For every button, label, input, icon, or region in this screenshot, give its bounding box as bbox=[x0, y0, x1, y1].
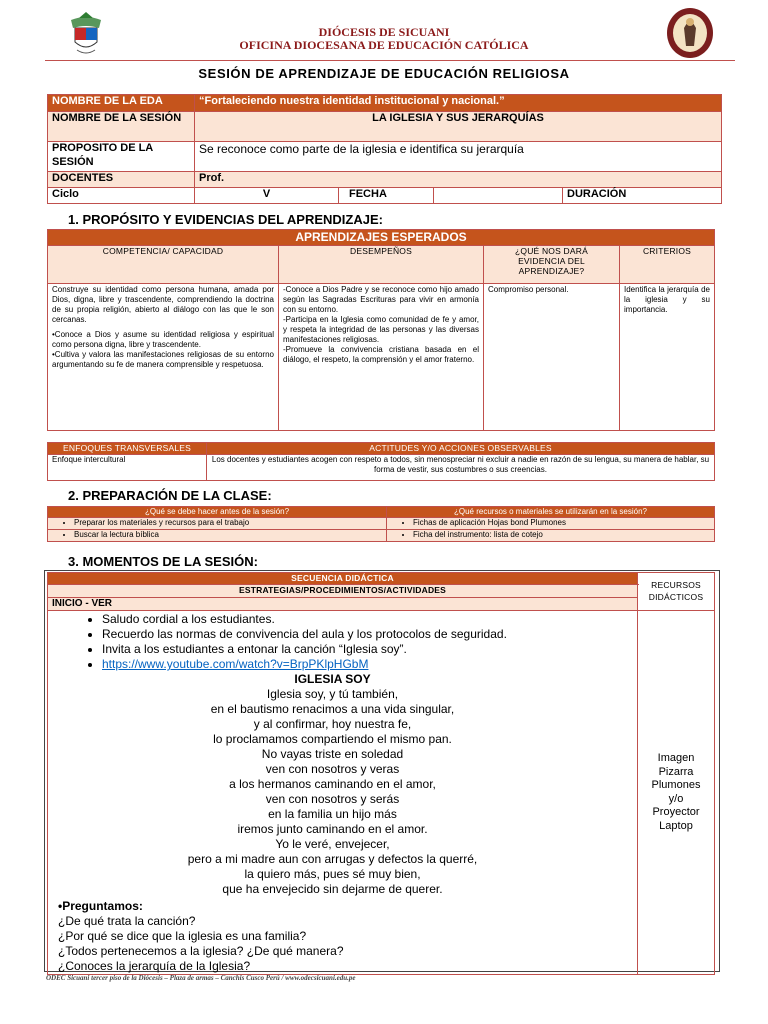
material-item-1-text: • Fichas de aplicación Hojas bond Plumones bbox=[413, 518, 710, 527]
resource-item: Proyector bbox=[652, 806, 700, 818]
song-line: en el bautismo renacimos a una vida singular, bbox=[210, 702, 455, 716]
session-name-label: NOMBRE DE LA SESIÓN bbox=[48, 112, 195, 142]
material-item-2 bbox=[387, 530, 715, 542]
session-name-value: LA IGLESIA Y SUS JERARQUÍAS bbox=[195, 112, 722, 142]
session-info-table bbox=[47, 94, 722, 204]
preparation-table bbox=[47, 506, 715, 542]
criteria-header: CRITERIOS bbox=[620, 246, 715, 284]
resources-list bbox=[642, 752, 710, 833]
activity-1: • Saludo cordial a los estudiantes. bbox=[102, 612, 637, 627]
teachers-value: Prof. bbox=[195, 172, 722, 188]
evidence-value: Compromiso personal. bbox=[484, 284, 620, 431]
session-moments-table bbox=[47, 572, 715, 975]
before-item-2-text: • Buscar la lectura bíblica bbox=[74, 530, 382, 539]
eda-value: “Fortaleciendo nuestra identidad institucional y nacional.” bbox=[195, 95, 722, 112]
before-item-1 bbox=[48, 518, 387, 530]
performance-header: DESEMPEÑOS bbox=[279, 246, 484, 284]
capacity-1: •Conoce a Dios y asume su identidad religiosa y espiritual como persona digna, libre y trascendente. bbox=[52, 330, 274, 349]
before-session-header: ¿Qué se debe hacer antes de la sesión? bbox=[48, 507, 387, 518]
evidence-header: ¿QUÉ NOS DARÁ EVIDENCIA DEL APRENDIZAJE? bbox=[484, 246, 620, 284]
song-line: que ha envejecido sin dejarme de querer. bbox=[222, 882, 443, 896]
song-line: ven con nosotros y veras bbox=[265, 762, 400, 776]
performance-cell bbox=[279, 284, 484, 431]
question-line: ¿Todos pertenecemos a la iglesia? ¿De qué manera? bbox=[58, 944, 344, 958]
resource-item: Imagen bbox=[657, 752, 695, 764]
song-video-link[interactable]: https://www.youtube.com/watch?v=BrpPKlpHGbM bbox=[102, 657, 369, 671]
header-diocese: DIÓCESIS DE SICUANI bbox=[318, 25, 450, 39]
diocese-coat-of-arms-icon bbox=[63, 10, 109, 58]
resources-header: RECURSOS DIDÁCTICOS bbox=[638, 573, 715, 611]
sequence-band: SECUENCIA DIDÁCTICA bbox=[48, 573, 638, 585]
song-line: pero a mi madre aun con arrugas y defectos la querré, bbox=[187, 852, 478, 866]
performance-1: -Conoce a Dios Padre y se reconoce como hijo amado según las Sagradas Escrituras para vivir en armonía con su entorno. bbox=[283, 285, 479, 314]
material-item-1 bbox=[387, 518, 715, 530]
resources-cell bbox=[638, 611, 715, 975]
odec-seal-icon bbox=[665, 6, 715, 60]
approach-value: Enfoque intercultural bbox=[48, 455, 207, 481]
document-title: SESIÓN DE APRENDIZAJE DE EDUCACIÓN RELIGIOSA bbox=[198, 66, 570, 81]
song-line: No vayas triste en soledad bbox=[261, 747, 404, 761]
material-item-2-text: • Ficha del instrumento: lista de cotejo bbox=[413, 530, 710, 539]
competence-header: COMPETENCIA/ CAPACIDAD bbox=[48, 246, 279, 284]
question-line: ¿Por qué se dice que la iglesia es una familia? bbox=[58, 929, 307, 943]
header-office: OFICINA DIOCESANA DE EDUCACIÓN CATÓLICA bbox=[239, 38, 529, 52]
song-line: en la familia un hijo más bbox=[268, 807, 397, 821]
song-title: IGLESIA SOY bbox=[294, 672, 371, 686]
materials-header: ¿Qué recursos o materiales se utilizarán en la sesión? bbox=[387, 507, 715, 518]
song-lyrics bbox=[28, 687, 637, 897]
question-line: ¿Conoces la jerarquía de la Iglesia? bbox=[58, 959, 251, 973]
eda-label: NOMBRE DE LA EDA bbox=[48, 95, 195, 112]
activities-cell bbox=[48, 611, 638, 975]
purpose-value: Se reconoce como parte de la iglesia e identifica su jerarquía bbox=[195, 142, 722, 172]
date-label: FECHA bbox=[339, 188, 434, 204]
attitudes-header: ACTITUDES Y/O ACCIONES OBSERVABLES bbox=[207, 443, 715, 455]
resource-item: y/o bbox=[668, 792, 684, 805]
competence-cell bbox=[48, 284, 279, 431]
inicio-label: INICIO - VER bbox=[48, 598, 638, 611]
strategies-header: ESTRATEGIAS/PROCEDIMIENTOS/ACTIVIDADES bbox=[48, 585, 638, 598]
section-1-title: 1. PROPÓSITO Y EVIDENCIAS DEL APRENDIZAJE: bbox=[68, 212, 383, 227]
activity-2: • Recuerdo las normas de convivencia del aula y los protocolos de seguridad. bbox=[102, 627, 637, 642]
date-value bbox=[434, 188, 563, 204]
purpose-label: PROPOSITO DE LA SESIÓN bbox=[48, 142, 195, 172]
attitude-value: Los docentes y estudiantes acogen con respeto a todos, sin menospreciar ni excluir a nadie en razón de su lengua, su manera de hablar, su forma de vestir, sus costumbres o sus creencias. bbox=[207, 455, 715, 481]
before-item-2 bbox=[48, 530, 387, 542]
questions-list bbox=[58, 914, 637, 974]
performance-3: -Promueve la convivencia cristiana basada en el diálogo, el respeto, la comprensión y el amor fraterno. bbox=[283, 345, 479, 364]
song-line: la quiero más, pues sé muy bien, bbox=[244, 867, 421, 881]
song-line: a los hermanos caminando en el amor, bbox=[229, 777, 436, 791]
performance-2: -Participa en la Iglesia como comunidad de fe y amor, y respeta la integridad de las personas y las diversas manifestaciones religiosas. bbox=[283, 315, 479, 344]
section-3-title: 3. MOMENTOS DE LA SESIÓN: bbox=[68, 554, 258, 569]
expected-learning-band: APRENDIZAJES ESPERADOS bbox=[48, 230, 715, 246]
section-2-title: 2. PREPARACIÓN DE LA CLASE: bbox=[68, 488, 272, 503]
song-line: ven con nosotros y serás bbox=[265, 792, 400, 806]
resource-item: Laptop bbox=[659, 819, 693, 832]
teachers-label: DOCENTES bbox=[48, 172, 195, 188]
header-rule bbox=[45, 60, 735, 61]
song-line: Yo le veré, envejecer, bbox=[275, 837, 390, 851]
approaches-table bbox=[47, 442, 715, 481]
song-line: y al confirmar, hoy nuestra fe, bbox=[253, 717, 412, 731]
song-line: iremos junto caminando en el amor. bbox=[237, 822, 428, 836]
cycle-label: Ciclo bbox=[48, 188, 195, 204]
before-item-1-text: • Preparar los materiales y recursos para el trabajo bbox=[74, 518, 382, 527]
questions-heading: •Preguntamos: bbox=[58, 899, 143, 913]
song-line: Iglesia soy, y tú también, bbox=[266, 687, 399, 701]
activity-3: • Invita a los estudiantes a entonar la canción “Iglesia soy”. bbox=[102, 642, 637, 657]
learning-table bbox=[47, 229, 715, 431]
resource-item: Plumones bbox=[651, 779, 701, 791]
footer-text: ODEC Sicuani tercer piso de la Diócesis – Plaza de armas – Canchis Cusco Perú / www.odecsicuani.edu.pe bbox=[46, 974, 356, 982]
duration-label: DURACIÓN bbox=[563, 188, 722, 204]
song-line: lo proclamamos compartiendo el mismo pan. bbox=[213, 732, 452, 746]
competence-text: Construye su identidad como persona humana, amada por Dios, digna, libre y trascendente, comprendiendo la doctrina de su propia religión, abierto al diálogo con las que le son cercanas. bbox=[52, 285, 274, 324]
question-line: ¿De qué trata la canción? bbox=[58, 914, 196, 928]
criteria-value: Identifica la jerarquía de la iglesia y su importancia. bbox=[620, 284, 715, 431]
resource-item: Pizarra bbox=[658, 765, 694, 778]
capacity-2: •Cultiva y valora las manifestaciones religiosas de su entorno argumentando su fe de manera comprensible y respetuosa. bbox=[52, 350, 274, 369]
approaches-header: ENFOQUES TRANSVERSALES bbox=[48, 443, 207, 455]
cycle-value: V bbox=[195, 188, 339, 204]
